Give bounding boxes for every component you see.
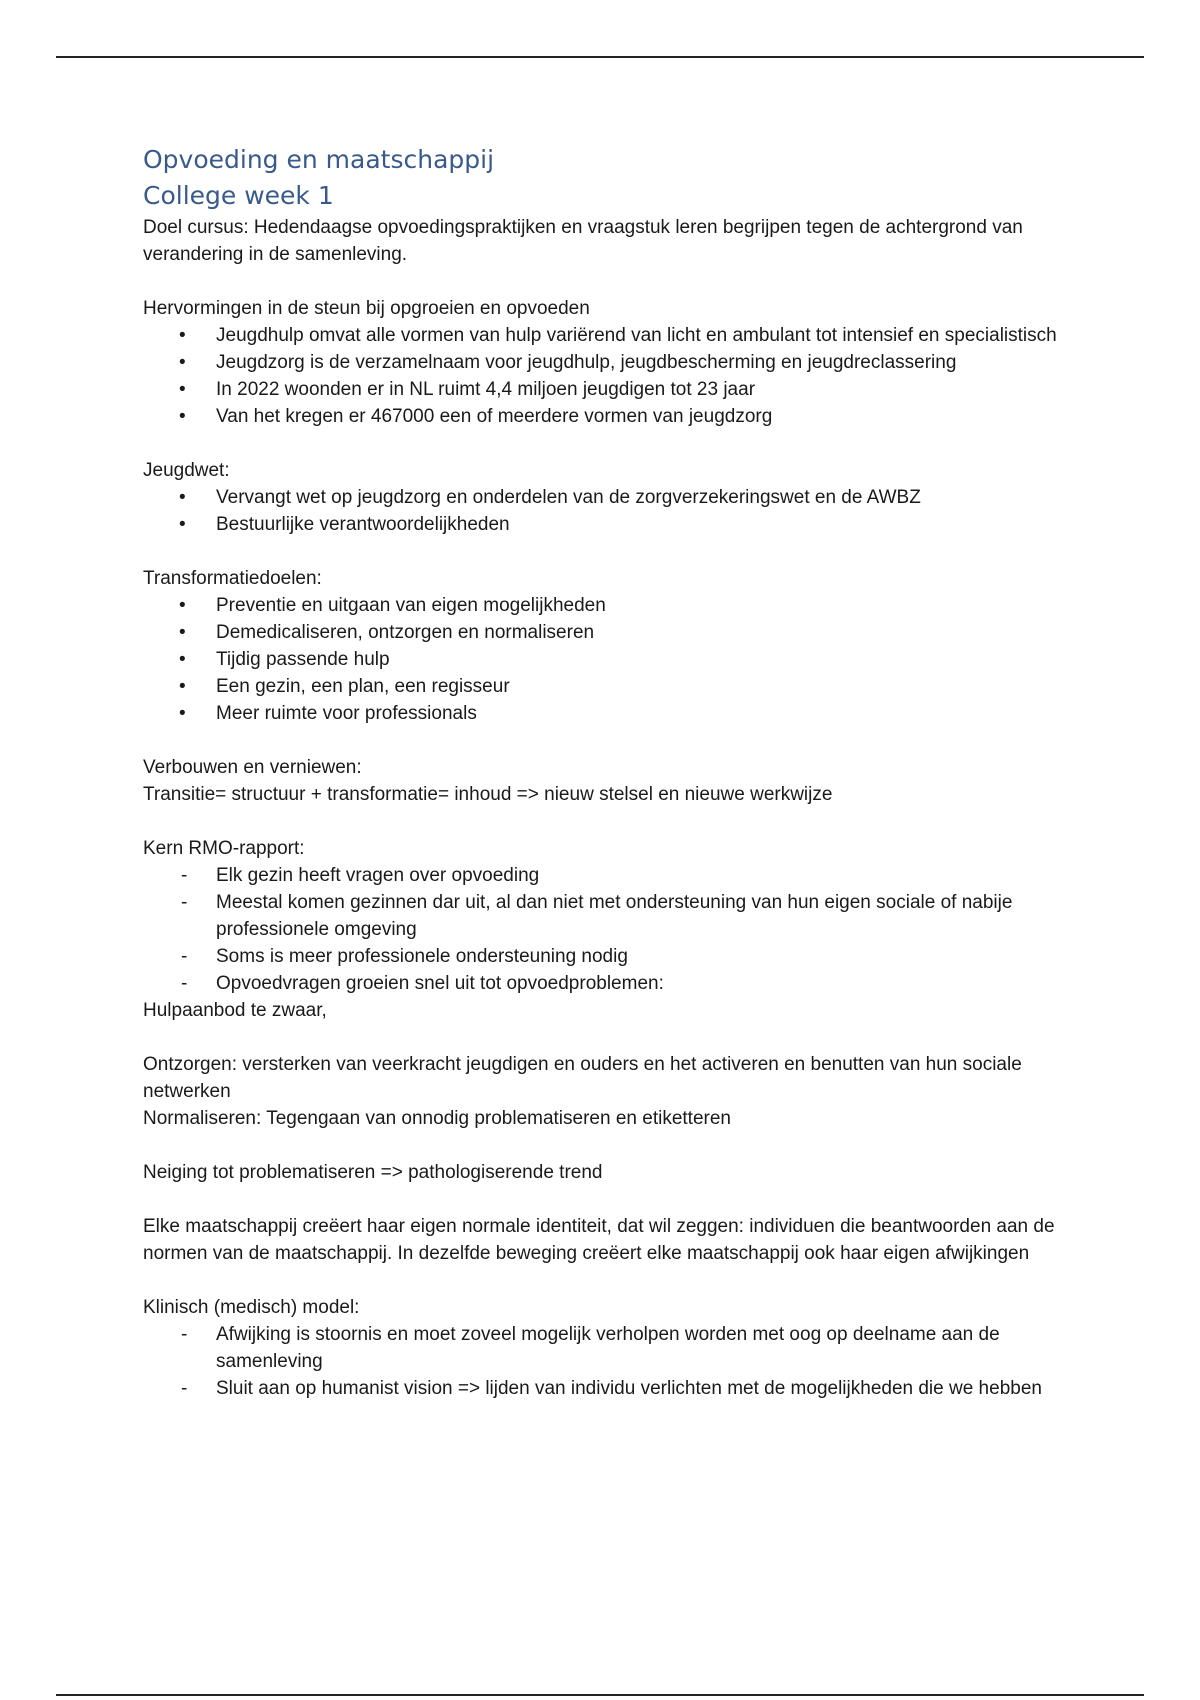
list-item: • Een gezin, een plan, een regisseur (143, 673, 1063, 700)
bullet-list (143, 592, 1063, 727)
list-item: • In 2022 woonden er in NL ruimt 4,4 miljoen jeugdigen tot 23 jaar (143, 376, 1063, 403)
section-heading: Klinisch (medisch) model: (143, 1297, 360, 1318)
paragraph: Neiging tot problematiseren => pathologiserende trend (143, 1162, 603, 1183)
list-item: - Opvoedvragen groeien snel uit tot opvoedproblemen: (143, 970, 1063, 997)
section-heading: Jeugdwet: (143, 460, 230, 481)
document-body (143, 142, 1063, 1402)
footer-rule (56, 1694, 1144, 1696)
paragraph: Normaliseren: Tegengaan van onnodig problematiseren en etiketteren (143, 1108, 731, 1129)
paragraph: Ontzorgen: versterken van veerkracht jeugdigen en ouders en het activeren en benutten van hun sociale netwerken (143, 1054, 1022, 1102)
document-subtitle: College week 1 (143, 181, 334, 210)
list-item: • Van het kregen er 467000 een of meerdere vormen van jeugdzorg (143, 403, 1063, 430)
list-item: • Preventie en uitgaan van eigen mogelijkheden (143, 592, 1063, 619)
list-item: - Meestal komen gezinnen dar uit, al dan niet met ondersteuning van hun eigen sociale of nabije professionele omgeving (143, 889, 1063, 943)
dash-list (143, 862, 1063, 997)
document-title: Opvoeding en maatschappij (143, 145, 495, 174)
bullet-list (143, 484, 1063, 538)
bullet-list (143, 322, 1063, 430)
list-item: - Sluit aan op humanist vision => lijden van individu verlichten met de mogelijkheden die we hebben (143, 1375, 1063, 1402)
list-item: - Soms is meer professionele ondersteuning nodig (143, 943, 1063, 970)
list-item: • Vervangt wet op jeugdzorg en onderdelen van de zorgverzekeringswet en de AWBZ (143, 484, 1063, 511)
paragraph: Transitie= structuur + transformatie= inhoud => nieuw stelsel en nieuwe werkwijze (143, 784, 833, 805)
section-heading: Hervormingen in de steun bij opgroeien en opvoeden (143, 298, 590, 319)
list-item: - Elk gezin heeft vragen over opvoeding (143, 862, 1063, 889)
dash-list (143, 1321, 1063, 1402)
list-item: • Jeugdhulp omvat alle vormen van hulp variërend van licht en ambulant tot intensief en specialistisch (143, 322, 1063, 349)
list-item: • Jeugdzorg is de verzamelnaam voor jeugdhulp, jeugdbescherming en jeugdreclassering (143, 349, 1063, 376)
header-rule (56, 56, 1144, 58)
list-item: - Afwijking is stoornis en moet zoveel mogelijk verholpen worden met oog op deelname aan de samenleving (143, 1321, 1063, 1375)
list-item: • Tijdig passende hulp (143, 646, 1063, 673)
intro-paragraph: Doel cursus: Hedendaagse opvoedingspraktijken en vraagstuk leren begrijpen tegen de achtergrond van verandering in de samenleving. (143, 217, 1023, 265)
list-item: • Meer ruimte voor professionals (143, 700, 1063, 727)
list-item: • Demedicaliseren, ontzorgen en normaliseren (143, 619, 1063, 646)
section-heading: Transformatiedoelen: (143, 568, 322, 589)
list-item: • Bestuurlijke verantwoordelijkheden (143, 511, 1063, 538)
section-heading: Kern RMO-rapport: (143, 838, 305, 859)
paragraph: Hulpaanbod te zwaar, (143, 1000, 327, 1021)
section-heading: Verbouwen en verniewen: (143, 757, 362, 778)
paragraph: Elke maatschappij creëert haar eigen normale identiteit, dat wil zeggen: individuen die beantwoorden aan de normen van de maatschappij. In dezelfde beweging creëert elke maatschappij ook haar eigen afwijkingen (143, 1216, 1055, 1264)
